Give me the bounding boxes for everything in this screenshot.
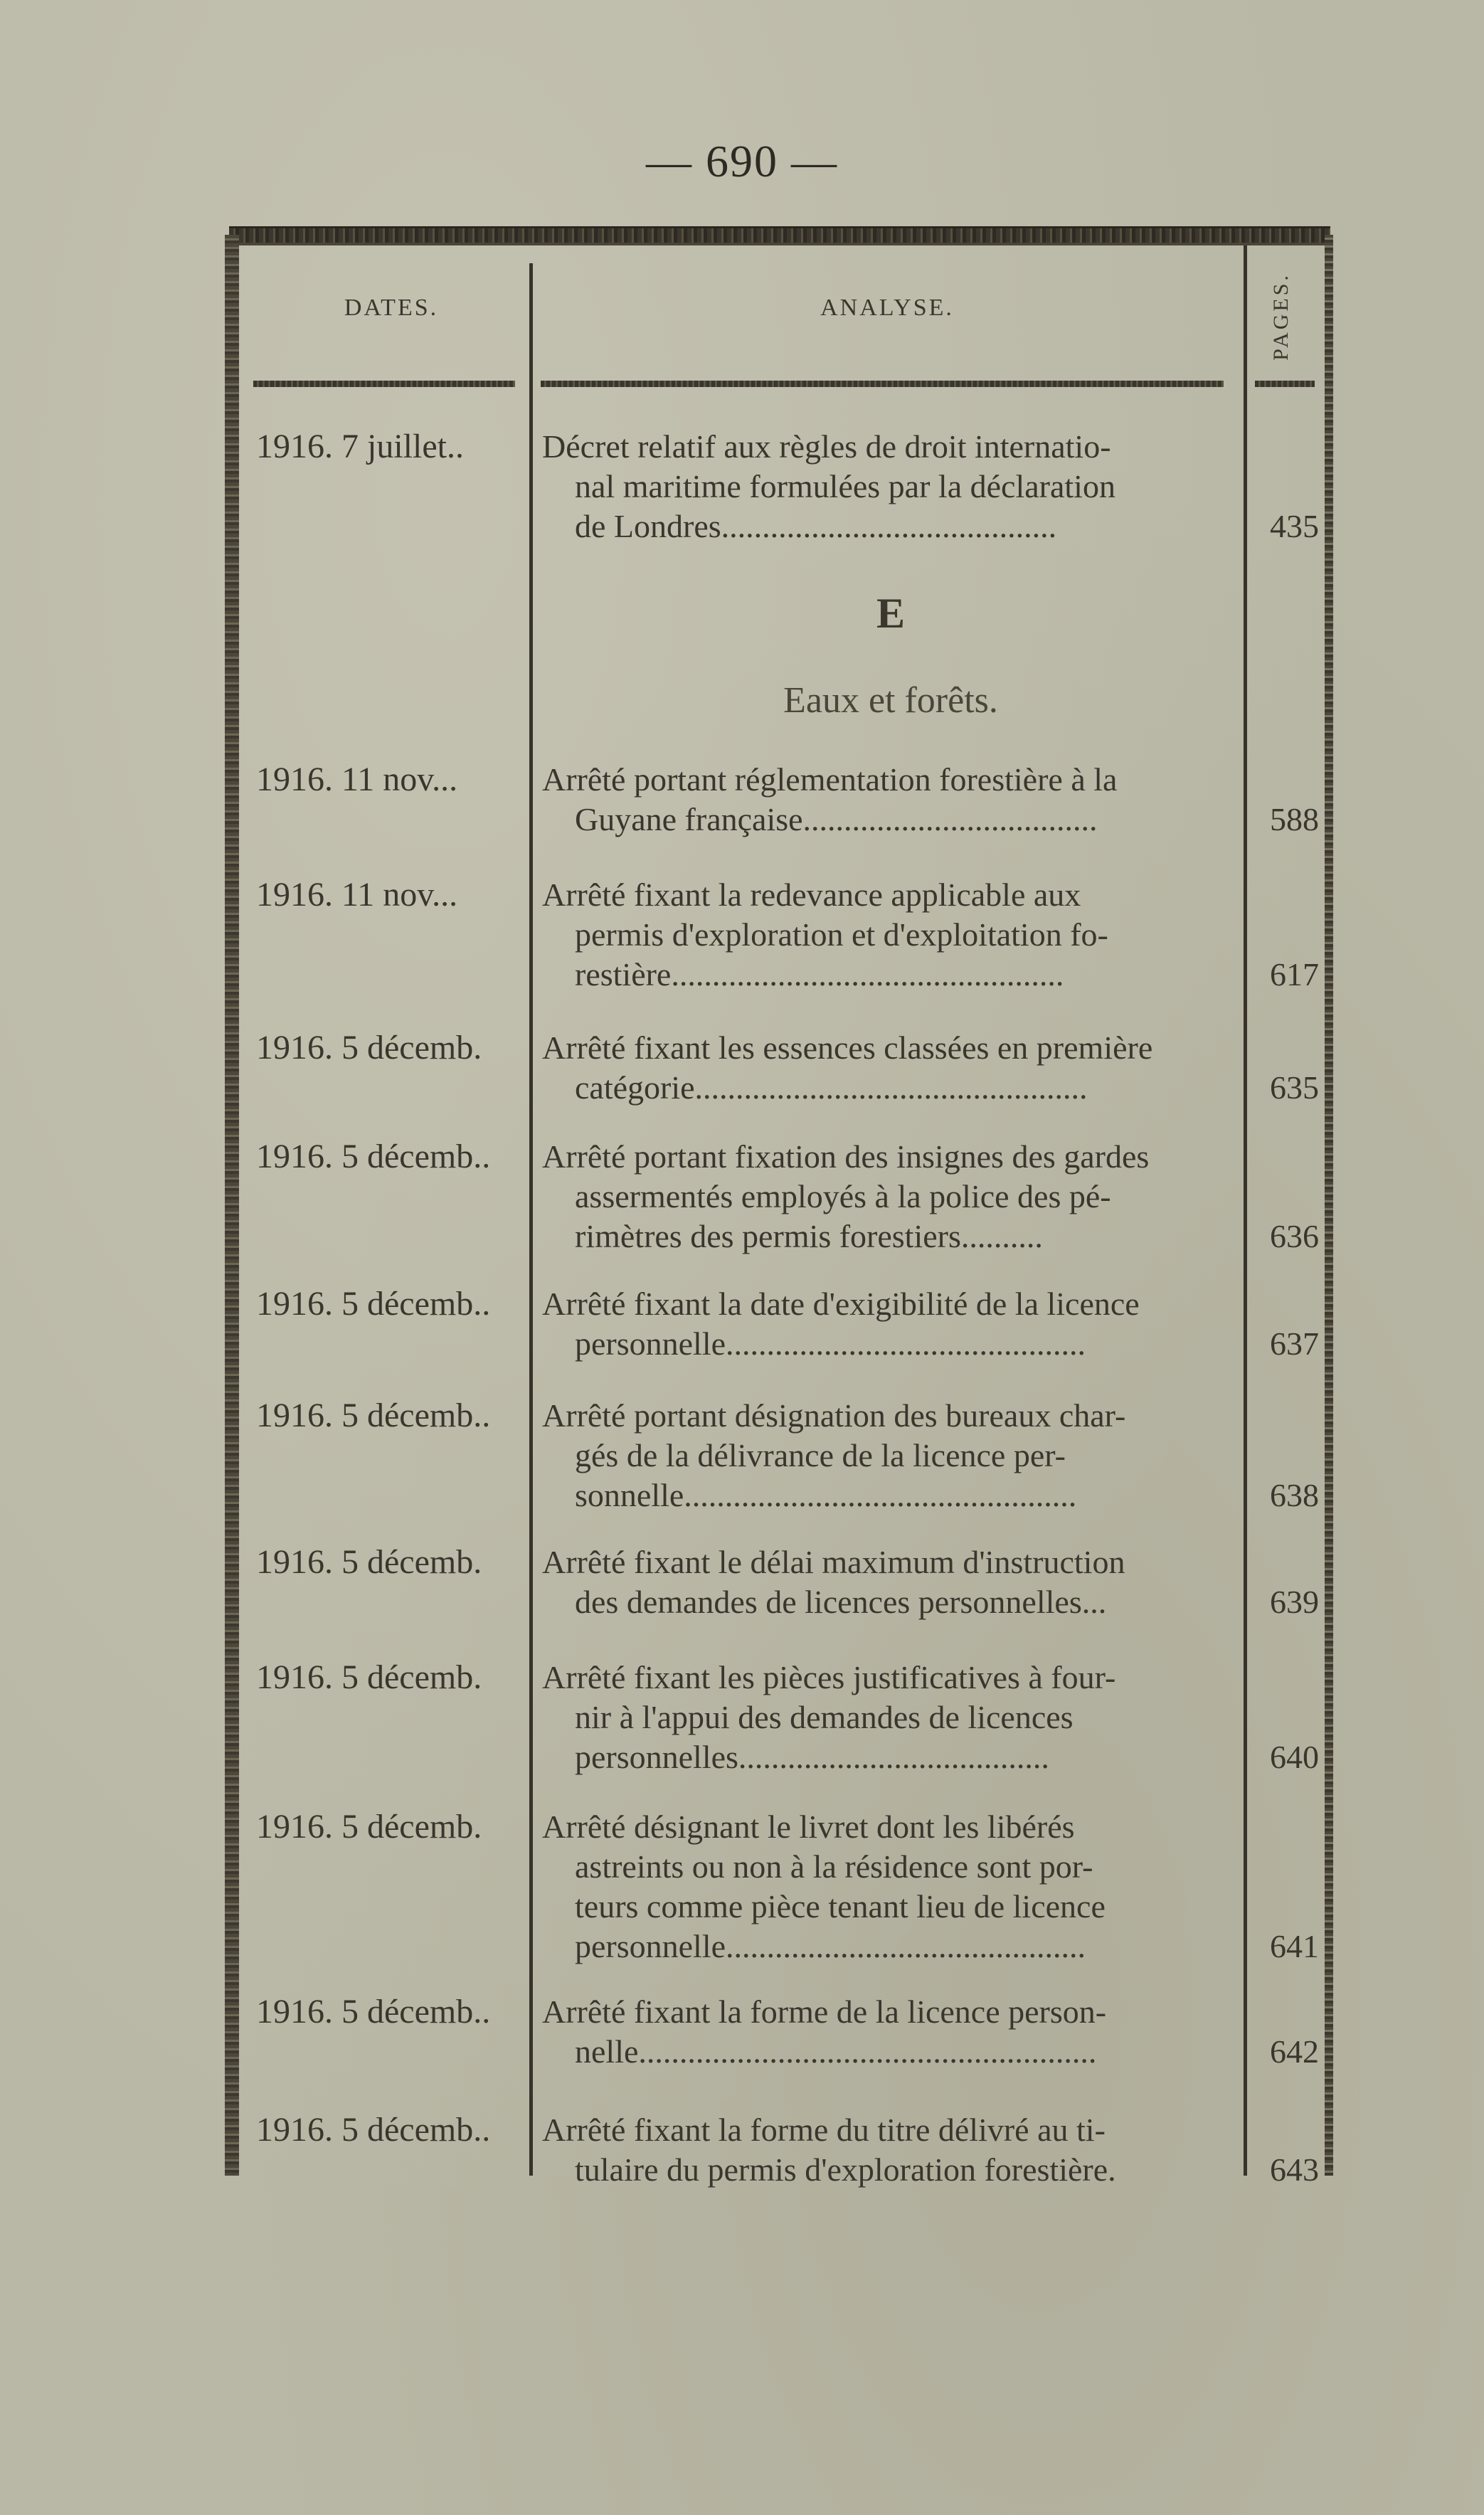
table-top-rule — [229, 226, 1330, 245]
entry-analysis — [542, 2110, 1239, 2190]
analysis-line: personnelle............................................ — [575, 1928, 1086, 1964]
column-divider-dates — [529, 263, 533, 2176]
entry-date: 1916. 5 décemb.. — [256, 1993, 491, 2030]
header-rule-dates — [253, 381, 515, 387]
entry-analysis — [542, 1396, 1239, 1515]
entry-page: 636 — [1270, 1218, 1319, 1254]
analysis-line: Arrêté fixant les pièces justificatives à four- — [542, 1659, 1116, 1695]
entry-page: 617 — [1270, 956, 1319, 992]
analysis-line: Arrêté fixant la forme du titre délivré au ti- — [542, 2112, 1106, 2148]
header-analyse: ANALYSE. — [820, 295, 954, 321]
entry-analysis — [542, 1992, 1239, 2072]
entry-date: 1916. 5 décemb. — [256, 1029, 482, 1066]
analysis-line: nal maritime formulées par la déclaration — [575, 468, 1115, 504]
entry-date: 1916. 7 juillet.. — [256, 428, 464, 465]
page-number: — 690 — — [646, 136, 838, 186]
entry-date: 1916. 5 décemb.. — [256, 1285, 491, 1323]
analysis-line: Arrêté fixant les essences classées en première — [542, 1029, 1153, 1066]
entry-date: 1916. 5 décemb. — [256, 1658, 482, 1696]
entry-analysis — [542, 1137, 1239, 1256]
analysis-line: personnelle............................................ — [575, 1325, 1086, 1362]
entry-analysis — [542, 1658, 1239, 1777]
analysis-line: teurs comme pièce tenant lieu de licence — [575, 1888, 1106, 1924]
analysis-line: Arrêté fixant la redevance applicable aux — [542, 877, 1081, 913]
analysis-line: Arrêté fixant la date d'exigibilité de la licence — [542, 1286, 1140, 1322]
analysis-line: Arrêté portant fixation des insignes des gardes — [542, 1138, 1150, 1175]
header-rule-analyse — [541, 381, 1224, 387]
entry-page: 635 — [1270, 1069, 1319, 1106]
header-pages-cell — [1249, 253, 1313, 381]
entry-analysis — [542, 1807, 1239, 1966]
table-right-border — [1325, 235, 1333, 2176]
entry-page: 588 — [1270, 801, 1319, 837]
entry-date: 1916. 5 décemb. — [256, 1808, 482, 1846]
analysis-line: Arrêté fixant le délai maximum d'instruction — [542, 1544, 1125, 1580]
analysis-line: rimètres des permis forestiers.......... — [575, 1218, 1043, 1254]
analysis-line: assermentés employés à la police des pé- — [575, 1178, 1111, 1214]
entry-page: 637 — [1270, 1325, 1319, 1362]
analysis-line: catégorie................................................ — [575, 1069, 1088, 1106]
entry-date: 1916. 11 nov... — [256, 876, 458, 914]
analysis-line: tulaire du permis d'exploration forestière. — [575, 2151, 1116, 2188]
entry-page: 641 — [1270, 1928, 1319, 1964]
analysis-line: Guyane française.................................... — [575, 801, 1098, 837]
analysis-line: permis d'exploration et d'exploitation fo- — [575, 916, 1108, 953]
entry-date: 1916. 5 décemb. — [256, 1543, 482, 1581]
entry-page: 643 — [1270, 2151, 1319, 2188]
entry-analysis — [542, 427, 1239, 546]
entry-date: 1916. 11 nov... — [256, 761, 458, 798]
analysis-line: de Londres......................................... — [575, 508, 1057, 544]
analysis-line: nelle........................................................ — [575, 2033, 1097, 2070]
entry-date: 1916. 5 décemb.. — [256, 1397, 491, 1434]
analysis-line: des demandes de licences personnelles... — [575, 1584, 1107, 1620]
analysis-line: gés de la délivrance de la licence per- — [575, 1437, 1066, 1473]
analysis-line: sonnelle................................................ — [575, 1477, 1077, 1513]
entry-page: 640 — [1270, 1739, 1319, 1775]
entry-date: 1916. 5 décemb.. — [256, 1138, 491, 1175]
section-title: Eaux et forêts. — [783, 680, 998, 721]
header-rule-pages — [1255, 381, 1315, 387]
analysis-line: personnelles...................................... — [575, 1739, 1049, 1775]
entry-page: 639 — [1270, 1584, 1319, 1620]
entry-page: 435 — [1270, 508, 1319, 544]
analysis-line: Arrêté désignant le livret dont les libérés — [542, 1809, 1075, 1845]
entry-analysis — [542, 1028, 1239, 1108]
analysis-line: restière................................................ — [575, 956, 1064, 992]
entry-date: 1916. 5 décemb.. — [256, 2111, 491, 2149]
entry-analysis — [542, 875, 1239, 995]
analysis-line: Décret relatif aux règles de droit internatio- — [542, 428, 1111, 465]
analysis-line: nir à l'appui des demandes de licences — [575, 1699, 1074, 1735]
entry-analysis — [542, 1542, 1239, 1622]
entry-analysis — [542, 1284, 1239, 1364]
analysis-line: Arrêté portant désignation des bureaux char- — [542, 1397, 1126, 1434]
analysis-line: astreints ou non à la résidence sont por- — [575, 1848, 1093, 1885]
entry-page: 642 — [1270, 2033, 1319, 2070]
column-divider-pages — [1244, 245, 1247, 2176]
section-letter: E — [876, 590, 906, 637]
header-dates: DATES. — [344, 295, 439, 321]
header-pages: PAGES. — [1269, 272, 1293, 361]
analysis-line: Arrêté fixant la forme de la licence person- — [542, 1994, 1107, 2030]
entry-page: 638 — [1270, 1477, 1319, 1513]
analysis-line: Arrêté portant réglementation forestière à la — [542, 761, 1118, 798]
entry-analysis — [542, 760, 1239, 840]
table-left-border — [225, 235, 239, 2176]
